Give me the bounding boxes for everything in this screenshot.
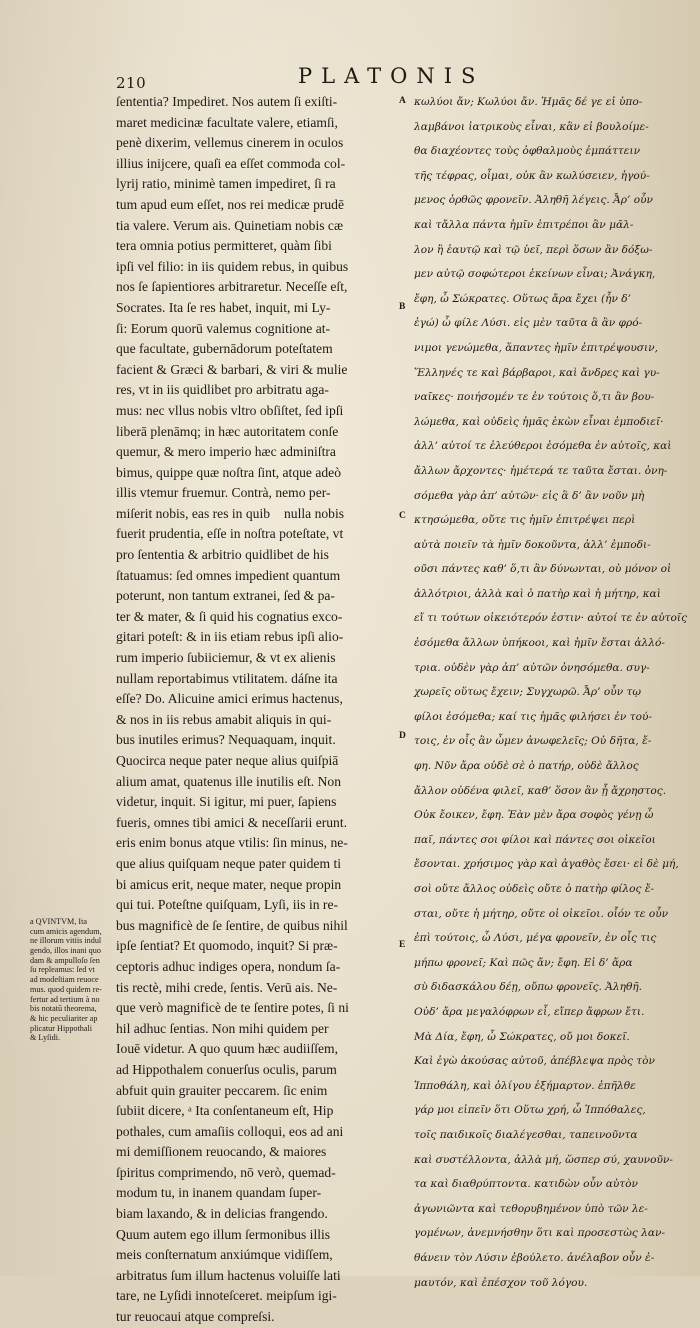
section-marker-d: D <box>399 731 406 741</box>
greek-text-line: Μὰ Δία, ἔφη, ὦ Σώκρατες, οὔ μοι δοκεῖ. <box>414 1030 630 1043</box>
latin-text-line: biam laxando, & in delicias frangendo. <box>116 1206 328 1222</box>
latin-text-line: ſententia? Impediret. Nos autem ſi exiſti- <box>116 94 338 109</box>
latin-text-line: fueris, omnes tibi amici & neceſſarii erunt. <box>116 814 348 830</box>
greek-text-line: γάρ μοι εἰπεῖν ὅτι Οὕτω χρή, ὦ Ἱππόθαλες, <box>414 1104 646 1117</box>
greek-text-line: μενος ὀρθῶς φρονεῖν. Ἀληθῆ λέγεις. Ἆρ’ οὖν <box>414 194 654 207</box>
latin-text-line: ſi: Eorum quorū valemus cognitione at- <box>116 320 331 336</box>
greek-text-line: κωλύοι ἄν; Κωλύοι ἄν. Ἡμᾶς δέ γε εἰ ὑπο- <box>414 96 643 108</box>
latin-text-line: illius inijcere, quaſi ea eſſet commoda col- <box>116 155 346 171</box>
greek-text-line: φίλοι ἐσόμεθα; καί τις ἡμᾶς φιλήσει ἐν τού- <box>414 710 652 723</box>
latin-text-line: tum apud eum eſſet, nos rei medicæ prudē <box>116 196 345 212</box>
greek-text-line: μεν αὐτῷ σοφώτεροι ἐκείνων εἶναι; Ἀνάγκη, <box>414 268 656 281</box>
latin-text-line: tis rectè, mihi crede, ſentis. Verū ais. Ne- <box>116 979 338 995</box>
greek-text-line: σόμεθα γὰρ ἀπ’ αὐτῶν· εἰς ἃ δ’ ἂν νοῦν μὴ <box>414 489 645 502</box>
latin-text-line: poterunt, non tantum extranei, ſed & pa- <box>116 588 335 604</box>
latin-text-line: ter & mater, & ſi quid his cognatius exco- <box>116 608 343 624</box>
greek-text-line: Καὶ ἐγὼ ἀκούσας αὐτοῦ, ἀπέβλεψα πρὸς τὸν <box>414 1055 655 1068</box>
greek-text-line: μαυτόν, καὶ ἐπέσχον τοῦ λόγου. <box>414 1276 588 1289</box>
latin-text-line: que verò magnificè de te ſentire potes, ſi ni <box>116 1000 349 1016</box>
latin-text-line: nullam reportabimus vtilitatem. dáſne ita <box>116 670 338 686</box>
latin-text-line: qui tui. Poteſtne quiſquam, Lyſi, iis in re- <box>116 897 339 913</box>
greek-text-line: τα καὶ διαθρύπτοντα. κατιδὼν οὖν αὐτὸν <box>414 1178 638 1191</box>
greek-text-line: ἐπὶ τούτοις, ὦ Λύσι, μέγα φρονεῖν, ἐν οἷς τις <box>414 932 657 945</box>
margin-note-line: ne illorum vitiis indul <box>30 936 102 946</box>
greek-text-line: εἴ τι τούτων οἰκειότερόν ἐστιν· αὐτοί τε ἐν αὐτοῖς <box>414 612 688 625</box>
latin-text-line: nos ſe ſapientiores arbitraretur. Neceſſe eſt, <box>116 279 348 295</box>
greek-text-line: σὺ διδασκάλου δέῃ, οὔπω φρονεῖς. Ἀληθῆ. <box>414 981 643 994</box>
greek-text-line: νιμοι γενώμεθα, ἅπαντες ἡμῖν ἐπιτρέψουσιν, <box>414 341 658 354</box>
greek-text-line: οῦσι πάντες καθ’ ὅ,τι ἂν δύνωνται, οὐ μόνον οἱ <box>414 563 672 576</box>
greek-text-line: αὐτὰ ποιεῖν τὰ ἡμῖν δοκοῦντα, ἀλλ’ ἐμποδι- <box>414 538 651 551</box>
margin-note-line: ad modeſtiam reuoce <box>30 975 99 985</box>
page-number: 210 <box>116 74 147 92</box>
greek-text-line: ἐγώ) ὦ φίλε Λύσι. εἰς μὲν ταῦτα ἃ ἂν φρό- <box>414 317 643 330</box>
latin-text-line: arbitratus ſum illum hactenus voluiſſe lati <box>116 1267 341 1283</box>
greek-text-line: τῆς τέφρας, οἶμαι, οὐκ ἂν κωλύσειεν, ἡγού- <box>414 169 650 182</box>
section-marker-a: A <box>399 96 406 106</box>
greek-text-line: τρια. οὐδὲν γὰρ ἀπ’ αὐτῶν ὀνησόμεθα. συγ- <box>414 661 650 674</box>
margin-note-line: a QVINTVM, Ita <box>30 917 88 926</box>
greek-text-line: ἐσόμεθα ἄλλων ὑπήκοοι, καὶ ἡμῖν ἔσται ἀλλό- <box>414 637 665 650</box>
latin-text-line: eſſe? Do. Alicuine amici erimus hactenus, <box>116 691 343 707</box>
latin-text-line: modum tu, in inanem quandam ſuper- <box>116 1185 322 1201</box>
margin-note <box>30 917 116 1043</box>
greek-text-line: Οὐκ ἔοικεν, ἔφη. Ἐὰν μὲν ἄρα σοφὸς γένῃ ὦ <box>414 809 654 822</box>
latin-text-line: ſtatuamus: ſed omnes impedient quantum <box>116 567 341 583</box>
greek-text-line: σται, οὔτε ἡ μήτηρ, οὔτε οἱ οἰκεῖοι. οἷόν τε οὖν <box>414 907 669 920</box>
latin-text-line: quemur, & mero imperio hæc adminiſtra <box>116 444 336 460</box>
latin-text-line: abfuit quin grauiter peccarem. ſic enim <box>116 1082 328 1098</box>
latin-text-line: ſubiit dicere, ᵃ Ita conſentaneum eſt, Hip <box>116 1103 334 1119</box>
margin-note-line: fertur ad tertium à no <box>30 994 100 1004</box>
latin-text-line: bus magnificè de ſe ſentire, de quibus nihil <box>116 917 348 933</box>
greek-text-line: ἔσονται. χρήσιμος γὰρ καὶ ἀγαθὸς ἔσει· εἰ δὲ μή, <box>414 858 679 871</box>
section-marker-b: B <box>399 302 406 312</box>
margin-note-line: dam & ampulloſo ſen <box>30 955 100 965</box>
latin-text-line: lyrij ratio, minimè tamen impediret, ſi ra <box>116 176 336 192</box>
greek-text-column <box>414 90 694 1295</box>
greek-text-line: λον ἢ ἑαυτῷ καὶ τῷ ὑεῖ, περὶ ὅσων ἂν δόξω- <box>414 243 653 256</box>
latin-text-line: ceptoris adhuc indiges opera, nondum ſa- <box>116 958 341 974</box>
margin-note-line: plicatur Hippothali <box>30 1023 93 1033</box>
latin-text-line: tur reuocaui atque compreſsi. <box>116 1309 275 1325</box>
latin-text-line: alium amat, quatenus ille inutilis eſt. Non <box>116 773 342 789</box>
margin-note-line: & Lyſidi. <box>30 1033 61 1043</box>
latin-text-line: Iouē videtur. A quo quum hæc audiiſſem, <box>116 1041 339 1057</box>
latin-text-line: ſpiritus comprimendo, nō verò, quemad- <box>116 1164 336 1180</box>
latin-text-line: Socrates. Ita ſe res habet, inquit, mi Ly- <box>116 299 331 315</box>
latin-text-line: tia valere. Verum ais. Quinetiam nobis cæ <box>116 217 344 233</box>
greek-text-line: ναῖκες· ποιήσομέν τε ἐν τούτοις ὅ,τι ἂν βου- <box>414 391 655 404</box>
greek-text-line: ἀλλότριοι, ἀλλὰ καὶ ὁ πατὴρ καὶ ἡ μήτηρ, καὶ <box>414 587 661 600</box>
greek-text-line: χωρεῖς οὕτως ἔχειν; Συγχωρῶ. Ἆρ’ οὖν τῳ <box>414 686 642 699</box>
margin-note-line: cum amicis agendum, <box>30 926 102 936</box>
margin-note-line: bis notatū theorema, <box>30 1004 97 1014</box>
greek-text-line: καὶ συστέλλοντα, ἀλλὰ μή, ὥσπερ σύ, χαυνοῦν- <box>414 1153 673 1166</box>
latin-text-line: Quocirca neque pater neque alius quiſpiā <box>116 753 339 768</box>
latin-text-line: miſerit nobis, eas res in quib᷑ nulla nobis <box>116 505 345 521</box>
latin-text-line: facient & Græci & barbari, & viri & mulie <box>116 361 348 377</box>
latin-text-line: illis vtemur fruemur. Contrà, nemo per- <box>116 485 331 501</box>
latin-text-line: que alius quiſquam neque pater quidem ti <box>116 855 341 871</box>
latin-text-line: maret medicinæ facultate valere, etiamſi, <box>116 114 338 130</box>
section-marker-c: C <box>399 511 406 521</box>
greek-text-line: λαμβάνοι ἰατρικοὺς εἶναι, κἂν εἰ βουλοίμε- <box>414 120 649 133</box>
margin-note-line: mus. quod quidem re- <box>30 984 102 994</box>
latin-text-line: & nos in iis rebus amabit aliquis in qui- <box>116 711 332 727</box>
latin-translation-column <box>116 92 394 1328</box>
latin-text-line: mi demiſſionem reuocando, & maiores <box>116 1144 327 1160</box>
latin-text-line: que facultate, gubernādorum poteſtatem <box>116 341 333 357</box>
greek-text-line: ἀγωνιῶντα καὶ τεθορυβημένον ὑπὸ τῶν λε- <box>414 1202 648 1215</box>
greek-text-line: κτησώμεθα, οὔτε τις ἡμῖν ἐπιτρέψει περὶ <box>414 514 636 527</box>
latin-text-line: gitari poteſt: & in iis etiam rebus ipſi alio- <box>116 629 344 645</box>
greek-text-line: θα διαχέοντες τοὺς ὀφθαλμοὺς ἐμπάττειν <box>414 145 641 158</box>
latin-text-line: ad Hippothalem conuerſus oculis, parum <box>116 1061 337 1077</box>
latin-text-line: pothales, cum amaſiis colloqui, eos ad ani <box>116 1123 344 1139</box>
latin-text-line: liberā plenāmq; in hæc autoritatem conſe <box>116 423 339 439</box>
section-marker-e: E <box>399 940 406 950</box>
greek-text-line: γομένων, ἀνεμνήσθην ὅτι καὶ προσεστὼς λαν- <box>414 1227 666 1240</box>
greek-text-line: λώμεθα, καὶ οὐδεὶς ἡμᾶς ἑκὼν εἶναι ἐμποδιεῖ· <box>414 415 664 428</box>
greek-text-line: ἄλλον οὐδένα φιλεῖ, καθ’ ὅσον ἂν ᾖ ἄχρηστος. <box>414 784 667 797</box>
greek-text-line: καὶ τἄλλα πάντα ἡμῖν ἐπιτρέποι ἂν μᾶλ- <box>414 218 634 231</box>
latin-text-line: tera omnia potius permitteret, quàm ſibi <box>116 238 332 254</box>
latin-text-line: res, vt in iis quidlibet pro arbitratu aga- <box>116 382 329 398</box>
latin-text-line: tare, ne Lyſidi innoteſceret. meipſum igi- <box>116 1288 337 1304</box>
margin-note-line: & hic peculiariter ap <box>30 1013 98 1023</box>
latin-text-line: bi amicus erit, neque mater, neque propin <box>116 876 342 892</box>
greek-text-line: Ἕλληνές τε καὶ βάρβαροι, καὶ ἄνδρες καὶ γυ- <box>414 366 660 379</box>
greek-text-line: ἀλλ’ αὐτοί τε ἐλεύθεροι ἐσόμεθα ἐν αὐτοῖς, καὶ <box>414 440 672 453</box>
latin-text-line: ipſe ſentiat? Et quomodo, inquit? Si præ- <box>116 938 338 954</box>
latin-text-line: penè dixerim, vellemus cinerem in oculos <box>116 135 344 151</box>
margin-note-line: ſu repleamus: ſed vt <box>30 965 95 975</box>
latin-text-line: ipſi vel filio: in iis quidem rebus, in quibus <box>116 258 349 274</box>
greek-text-line: ἔφη, ὦ Σώκρατες. Οὕτως ἄρα ἔχει (ἦν δ’ <box>414 292 632 305</box>
greek-text-line: παῖ, πάντες σοι φίλοι καὶ πάντες σοι οἰκεῖοι <box>414 833 656 846</box>
greek-text-line: μήπω φρονεῖ; Καὶ πῶς ἄν; ἔφη. Εἰ δ’ ἄρα <box>414 956 633 969</box>
greek-text-line: φη. Νῦν ἄρα οὐδὲ σὲ ὁ πατήρ, οὐδὲ ἄλλος <box>414 760 639 773</box>
latin-text-line: bimus, quippe quæ noſtra ſint, atque adeò <box>116 464 342 480</box>
running-title: PLATONIS <box>298 64 485 88</box>
latin-text-line: hil adhuc ſentias. Non mihi quidem per <box>116 1020 329 1036</box>
latin-text-line: fuerit prudentia, eſſe in noſtra poteſtate, vt <box>116 526 344 542</box>
latin-text-line: Quum autem ego illum ſermonibus illis <box>116 1226 331 1242</box>
greek-text-line: Οὐδ’ ἄρα μεγαλόφρων εἶ, εἴπερ ἄφρων ἔτι. <box>414 1005 645 1018</box>
greek-text-line: σοὶ οὔτε ἄλλος οὐδεὶς οὔτε ὁ πατὴρ φίλος ἔ- <box>414 883 655 895</box>
margin-note-line: gendo, illos inani quo <box>30 946 101 956</box>
greek-text-line: θάνειν τὸν Λύσιν ἐβούλετο. ἀνέλαβον οὖν ἐ- <box>414 1251 655 1264</box>
latin-text-line: rum imperio ſubiiciemur, & vt ex alienis <box>116 650 336 666</box>
latin-text-line: pro ſententia & arbitrio quidlibet de his <box>116 547 329 563</box>
greek-text-line: τοῖς παιδικοῖς διαλέγεσθαι, ταπεινοῦντα <box>414 1128 638 1141</box>
latin-text-line: bus inutiles erimus? Nequaquam, inquit. <box>116 732 336 748</box>
greek-text-line: ἄλλων ἄρχοντες· ἡμέτερά τε ταῦτα ἔσται. ὀνη- <box>414 464 668 477</box>
latin-text-line: mus: nec vllus nobis vltro obſiſtet, ſed ipſi <box>116 402 344 418</box>
greek-text-line: τοις, ἐν οἷς ἂν ὦμεν ἀνωφελεῖς; Οὐ δῆτα, ἔ- <box>414 735 652 748</box>
latin-text-line: videtur, inquit. Si igitur, mi puer, ſapiens <box>116 794 337 810</box>
greek-text-line: Ἱπποθάλη, καὶ ὀλίγου ἐξήμαρτον. ἐπῆλθε <box>414 1079 636 1092</box>
latin-text-line: eris enim bonus atque vtilis: ſin minus, ne- <box>116 835 348 851</box>
latin-text-line: meis conſternatum anxiúmque vidiſſem, <box>116 1247 333 1263</box>
